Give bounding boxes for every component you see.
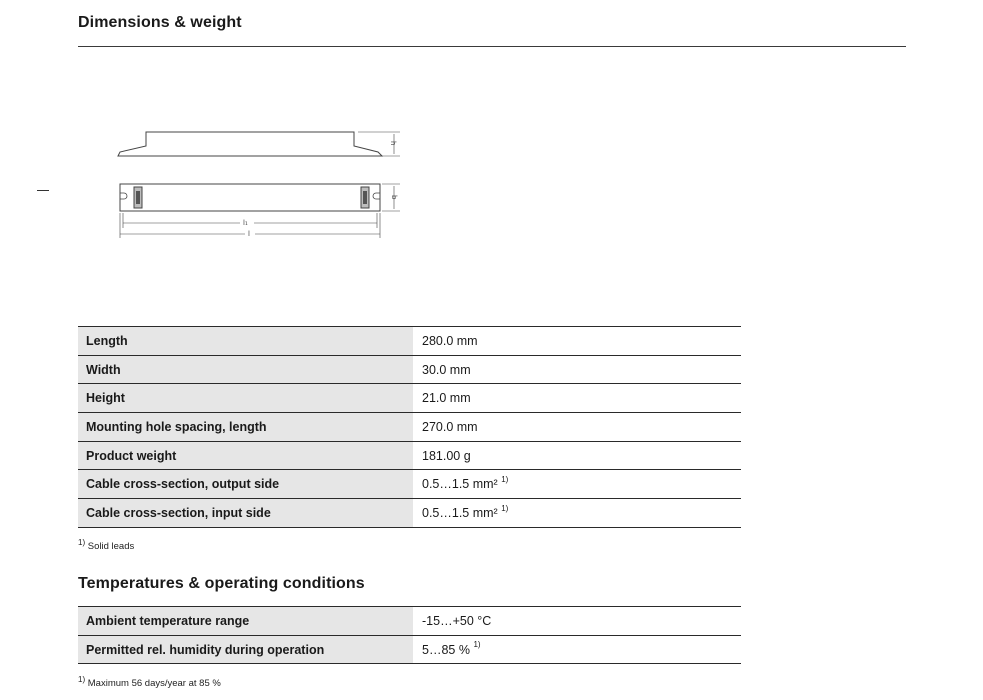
footnote-text: Maximum 56 days/year at 85 % <box>87 678 221 690</box>
footnote-marker: 1) <box>473 640 481 650</box>
row-value: 270.0 mm <box>413 413 741 442</box>
hole-spacing-label: l₁ <box>243 219 248 227</box>
row-label: Ambient temperature range <box>78 607 413 636</box>
footnote-marker: 1) <box>78 675 86 684</box>
table-row <box>78 384 741 413</box>
row-label: Permitted rel. humidity during operation <box>78 635 413 664</box>
product-dimension-drawing <box>112 125 412 243</box>
row-label: Cable cross-section, output side <box>78 470 413 499</box>
row-label: Product weight <box>78 441 413 470</box>
footnote <box>78 675 221 689</box>
footnote-text: Solid leads <box>87 541 135 553</box>
footnote-marker: 1) <box>501 503 509 513</box>
height-label: h <box>389 141 397 146</box>
row-value: 30.0 mm <box>413 355 741 384</box>
footnote-marker: 1) <box>78 538 86 547</box>
row-value: 280.0 mm <box>413 327 741 356</box>
temperatures-table <box>78 606 741 664</box>
row-label: Length <box>78 327 413 356</box>
row-label: Width <box>78 355 413 384</box>
width-label: b <box>390 195 398 200</box>
table-row <box>78 607 741 636</box>
row-value: 21.0 mm <box>413 384 741 413</box>
footnote <box>78 538 134 552</box>
table-row <box>78 327 741 356</box>
table-row <box>78 635 741 664</box>
dimensions-section-title: Dimensions & weight <box>78 14 242 31</box>
row-value: 0.5…1.5 mm² $^{1)}$ <box>413 470 741 499</box>
table-row <box>78 413 741 442</box>
table-row <box>78 441 741 470</box>
length-label: l <box>248 230 250 238</box>
section-divider <box>78 46 906 47</box>
dimensions-table <box>78 326 741 528</box>
row-label: Height <box>78 384 413 413</box>
table-row <box>78 470 741 499</box>
row-label: Cable cross-section, input side <box>78 499 413 528</box>
footnote-marker: 1) <box>501 475 509 485</box>
row-value: 181.00 g <box>413 441 741 470</box>
row-label: Mounting hole spacing, length <box>78 413 413 442</box>
row-value: -15…+50 °C <box>413 607 741 636</box>
table-row <box>78 355 741 384</box>
row-value: 0.5…1.5 mm² $^{1)}$ <box>413 499 741 528</box>
margin-dash-mark <box>37 190 49 191</box>
row-value: 5…85 % $^{1)}$ <box>413 635 741 664</box>
table-row <box>78 499 741 528</box>
temperatures-section-title: Temperatures & operating conditions <box>78 575 365 592</box>
